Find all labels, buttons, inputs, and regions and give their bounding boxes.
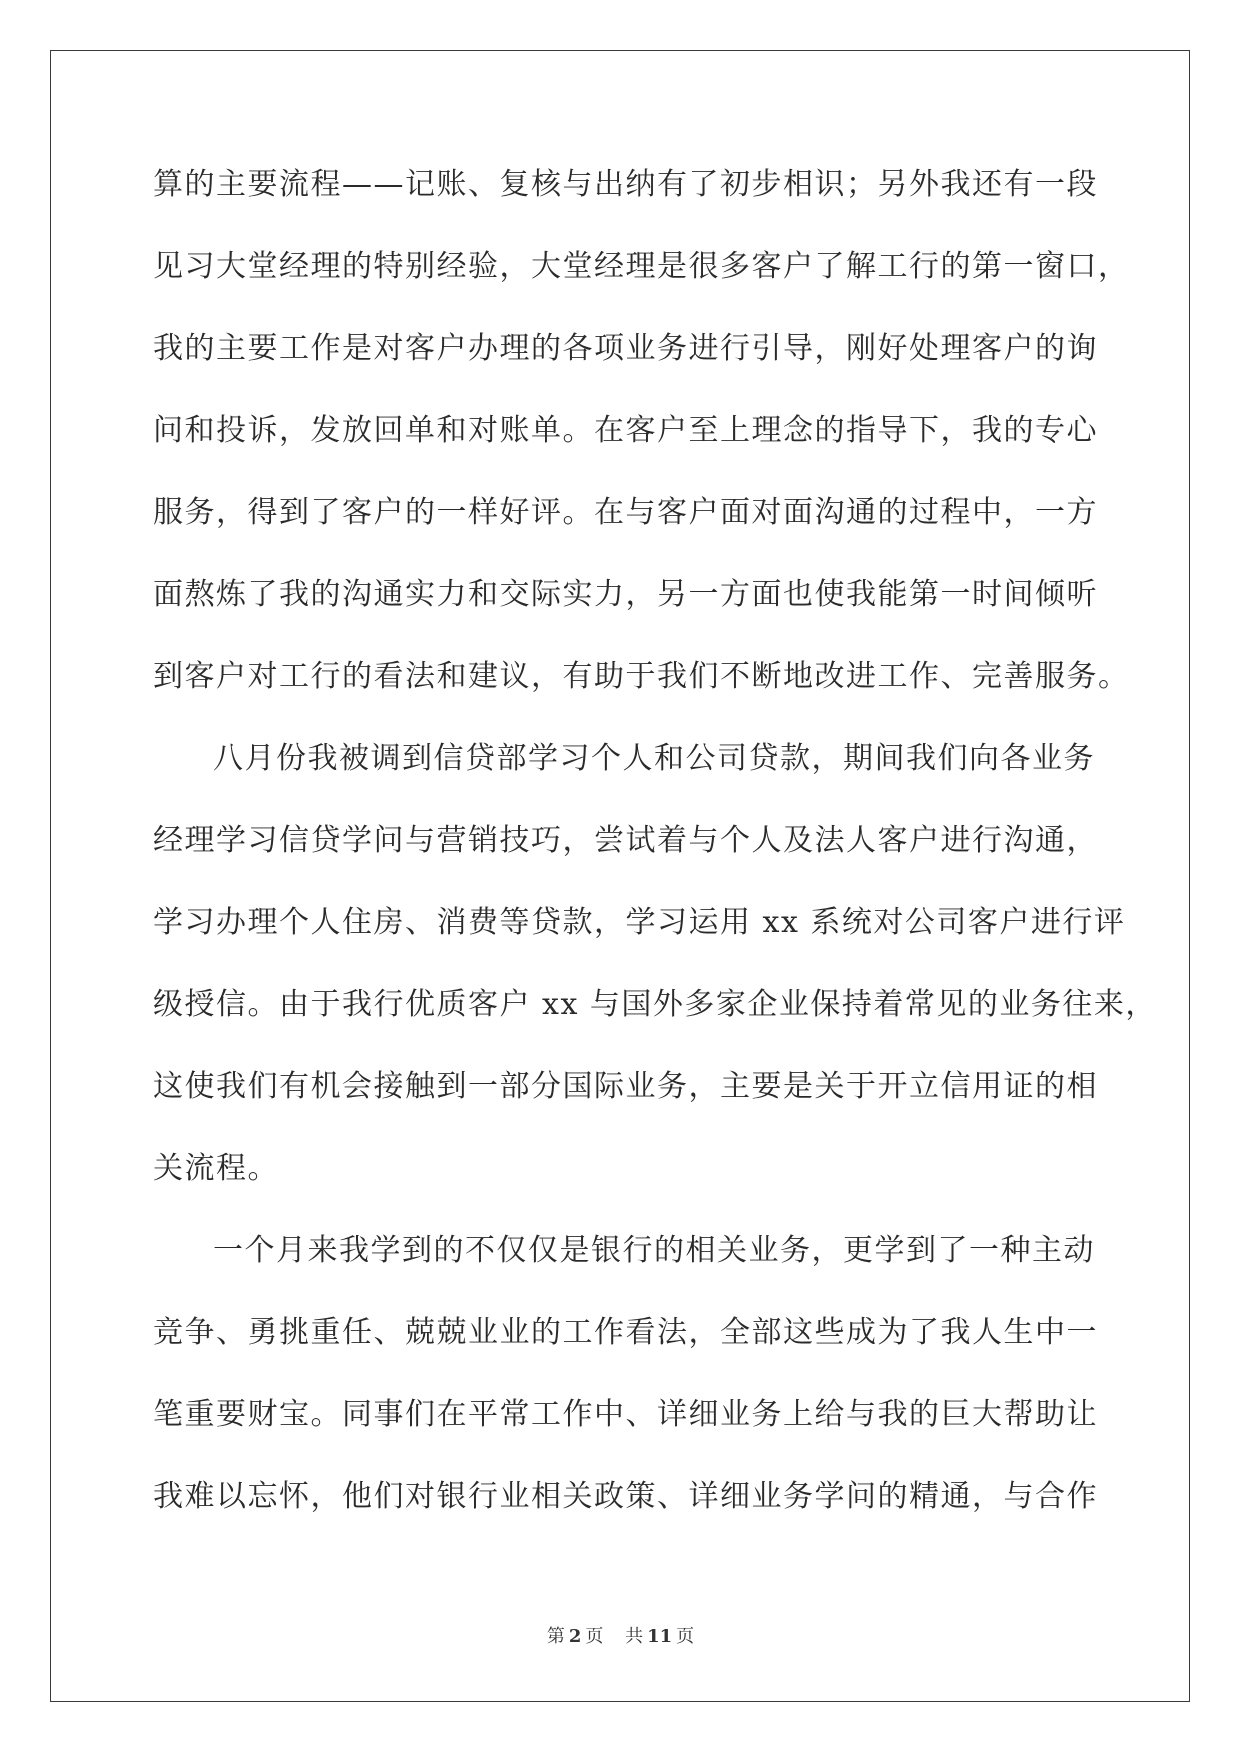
text-line: 到客户对工行的看法和建议，有助于我们不断地改进工作、完善服务。 xyxy=(153,659,1130,694)
page-number: 2 xyxy=(568,1626,582,1647)
paragraph-start-line: 八月份我被调到信贷部学习个人和公司贷款，期间我们向各业务 xyxy=(213,741,1095,776)
total-indicator xyxy=(621,1626,698,1647)
total-suffix: 页 xyxy=(676,1626,695,1647)
page-footer xyxy=(0,1622,1241,1648)
text-line: 服务，得到了客户的一样好评。在与客户面对面沟通的过程中，一方 xyxy=(153,495,1098,530)
text-line: 级授信。由于我行优质客户 xx 与国外多家企业保持着常见的业务往来， xyxy=(153,987,1157,1022)
text-line: 我的主要工作是对客户办理的各项业务进行引导，刚好处理客户的询 xyxy=(153,331,1098,366)
text-line: 笔重要财宝。同事们在平常工作中、详细业务上给与我的巨大帮助让 xyxy=(153,1397,1098,1432)
text-line: 见习大堂经理的特别经验，大堂经理是很多客户了解工行的第一窗口， xyxy=(153,249,1130,284)
text-line: 我难以忘怀，他们对银行业相关政策、详细业务学问的精通，与合作 xyxy=(153,1479,1098,1514)
paragraph-start-line: 一个月来我学到的不仅仅是银行的相关业务，更学到了一种主动 xyxy=(213,1233,1095,1268)
text-line: 问和投诉，发放回单和对账单。在客户至上理念的指导下，我的专心 xyxy=(153,413,1098,448)
text-line: 学习办理个人住房、消费等贷款，学习运用 xx 系统对公司客户进行评 xyxy=(153,905,1126,940)
total-prefix: 共 xyxy=(625,1626,644,1647)
text-line: 这使我们有机会接触到一部分国际业务，主要是关于开立信用证的相 xyxy=(153,1069,1098,1104)
page-indicator xyxy=(543,1626,608,1647)
page-prefix: 第 xyxy=(546,1626,565,1647)
total-pages: 11 xyxy=(647,1626,673,1647)
text-line: 经理学习信贷学问与营销技巧，尝试着与个人及法人客户进行沟通， xyxy=(153,823,1098,858)
text-line: 竞争、勇挑重任、兢兢业业的工作看法，全部这些成为了我人生中一 xyxy=(153,1315,1098,1350)
text-line: 算的主要流程——记账、复核与出纳有了初步相识；另外我还有一段 xyxy=(153,167,1098,202)
text-line: 关流程。 xyxy=(153,1151,279,1186)
document-body xyxy=(153,162,1157,1556)
page-suffix: 页 xyxy=(585,1626,604,1647)
text-line: 面熬炼了我的沟通实力和交际实力，另一方面也使我能第一时间倾听 xyxy=(153,577,1098,612)
